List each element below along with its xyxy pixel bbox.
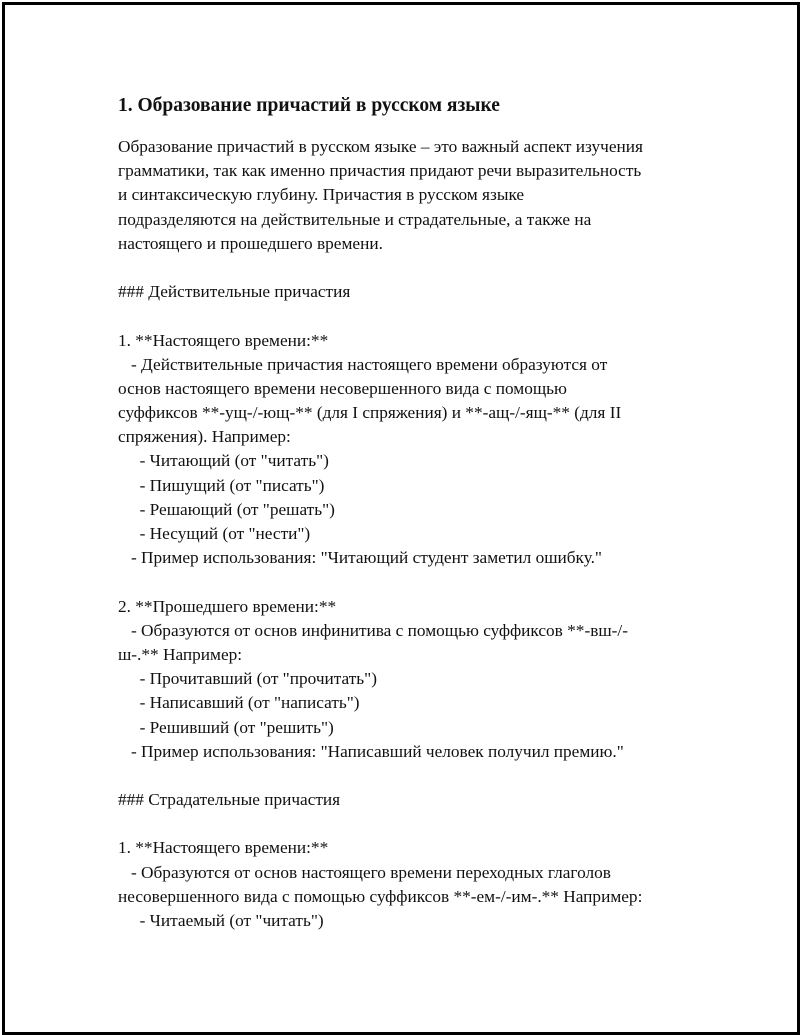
list-item-line: ш-.** Например:: [118, 644, 243, 664]
blank-line: [118, 256, 718, 280]
example-line: - Решающий (от "решать"): [118, 499, 335, 519]
example-line: - Читаемый (от "читать"): [118, 911, 324, 930]
list-heading: 2. **Прошедшего времени:**: [118, 596, 337, 616]
paragraph-line: и синтаксическую глубину. Причастия в русском языке: [118, 185, 525, 205]
list-heading: 1. **Настоящего времени:**: [118, 838, 329, 858]
list-item-line: - Образуются от основ настоящего времени переходных глаголов: [118, 862, 611, 882]
list-item-line: - Действительные причастия настоящего времени образуются от: [118, 354, 608, 374]
blank-line: [118, 764, 718, 788]
paragraph-line: подразделяются на действительные и страдательные, а также на: [118, 209, 592, 229]
example-line: - Решивший (от "решить"): [118, 717, 334, 737]
list-item-line: - Образуются от основ инфинитива с помощью суффиксов **-вш-/-: [118, 620, 628, 640]
usage-example-line: - Пример использования: "Читающий студент заметил ошибку.": [118, 548, 602, 568]
blank-line: [118, 570, 718, 594]
section-heading: ### Страдательные причастия: [118, 790, 341, 810]
paragraph-line: Образование причастий в русском языке – это важный аспект изучения: [118, 137, 643, 156]
paragraph-line: настоящего и прошедшего времени.: [118, 233, 383, 253]
list-item-line: основ настоящего времени несовершенного вида с помощью: [118, 378, 567, 398]
example-line: - Прочитавший (от "прочитать"): [118, 669, 377, 689]
list-item-line: спряжения). Например:: [118, 427, 291, 447]
list-item-line: суффиксов **-ущ-/-ющ-** (для I спряжения) и **-ащ-/-ящ-** (для II: [118, 403, 622, 423]
example-line: - Несущий (от "нести"): [118, 524, 311, 543]
example-line: - Пишущий (от "писать"): [118, 475, 325, 495]
paragraph-line: грамматики, так как именно причастия придают речи выразительность: [118, 161, 642, 181]
example-line: - Написавший (от "написать"): [118, 693, 360, 713]
document-content: [118, 92, 718, 933]
list-item-line: несовершенного вида с помощью суффиксов **-ем-/-им-.** Например:: [118, 886, 643, 906]
list-heading: 1. **Настоящего времени:**: [118, 330, 329, 350]
blank-line: [118, 304, 718, 328]
document-title: 1. Образование причастий в русском языке: [118, 95, 500, 116]
section-heading: ### Действительные причастия: [118, 282, 351, 302]
usage-example-line: - Пример использования: "Написавший человек получил премию.": [118, 741, 624, 761]
blank-line: [118, 812, 718, 836]
example-line: - Читающий (от "читать"): [118, 451, 329, 471]
